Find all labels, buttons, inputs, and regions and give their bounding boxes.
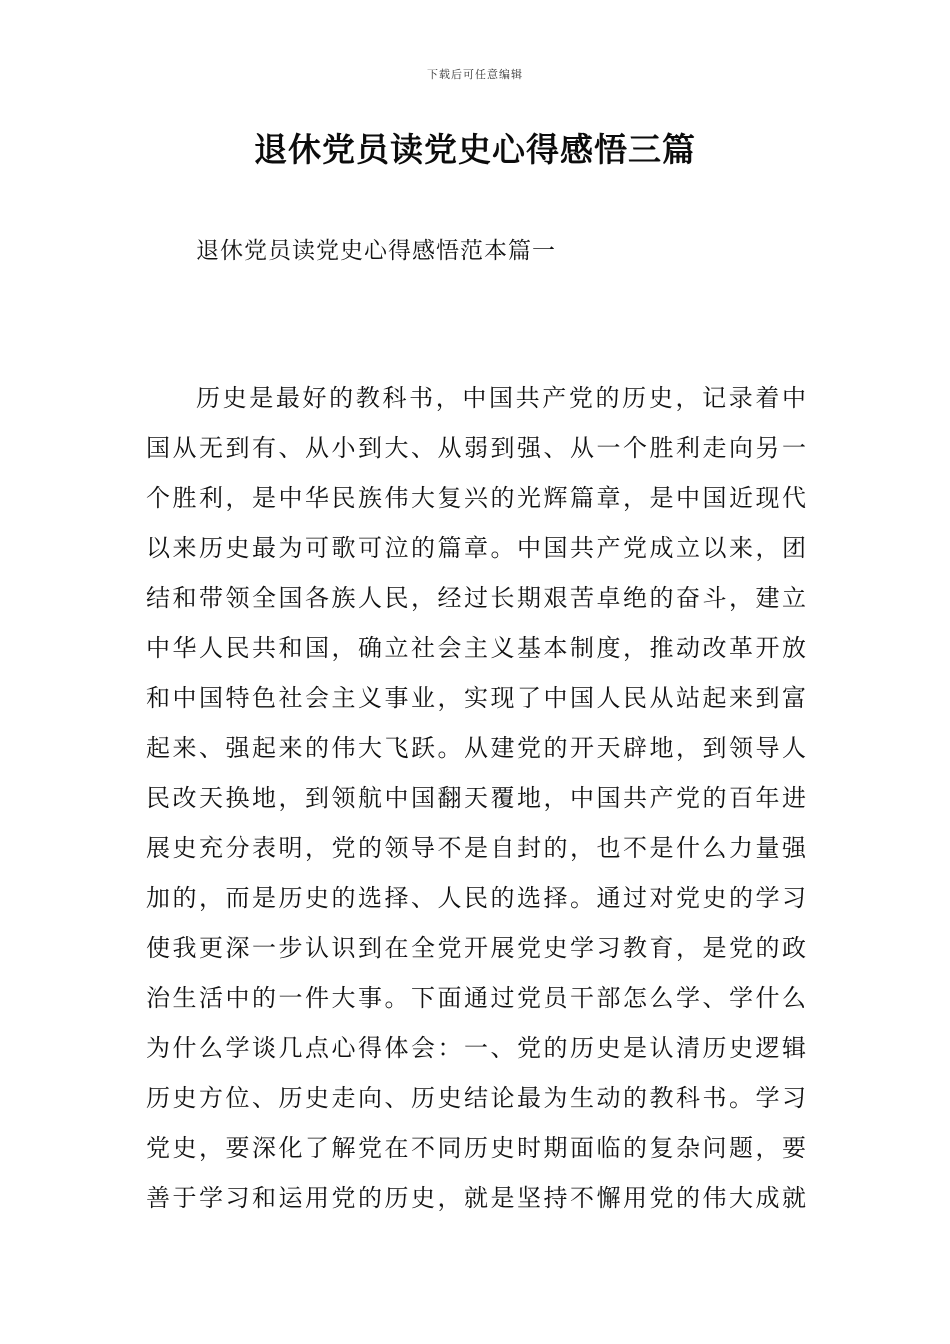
paragraph-line: 历史方位、历史走向、历史结论最为生动的教科书。学习	[146, 1084, 806, 1112]
paragraph-line: 加的，而是历史的选择、人民的选择。通过对党史的学习	[146, 884, 806, 912]
paragraph-line: 结和带领全国各族人民，经过长期艰苦卓绝的奋斗，建立	[146, 584, 806, 612]
paragraph-line: 起来、强起来的伟大飞跃。从建党的开天辟地，到领导人	[146, 734, 806, 762]
paragraph-line: 历史是最好的教科书，中国共产党的历史，记录着中	[196, 384, 806, 412]
section-subtitle: 退休党员读党史心得感悟范本篇一	[196, 238, 556, 264]
paragraph-line: 和中国特色社会主义事业，实现了中国人民从站起来到富	[146, 684, 806, 712]
body-paragraph	[146, 378, 806, 1228]
paragraph-line: 使我更深一步认识到在全党开展党史学习教育，是党的政	[146, 934, 806, 962]
header-note: 下载后可任意编辑	[427, 68, 523, 81]
paragraph-line: 民改天换地，到领航中国翻天覆地，中国共产党的百年进	[146, 784, 806, 812]
document-title: 退休党员读党史心得感悟三篇	[254, 130, 696, 169]
paragraph-line: 善于学习和运用党的历史，就是坚持不懈用党的伟大成就	[146, 1184, 806, 1212]
paragraph-line: 治生活中的一件大事。下面通过党员干部怎么学、学什么	[146, 984, 806, 1012]
paragraph-line: 国从无到有、从小到大、从弱到强、从一个胜利走向另一	[146, 434, 806, 462]
paragraph-line: 个胜利，是中华民族伟大复兴的光辉篇章，是中国近现代	[146, 484, 806, 512]
paragraph-line: 中华人民共和国，确立社会主义基本制度，推动改革开放	[146, 634, 806, 662]
paragraph-line: 为什么学谈几点心得体会：一、党的历史是认清历史逻辑	[146, 1034, 806, 1062]
paragraph-line: 党史，要深化了解党在不同历史时期面临的复杂问题，要	[146, 1134, 806, 1162]
paragraph-line: 以来历史最为可歌可泣的篇章。中国共产党成立以来，团	[146, 534, 806, 562]
paragraph-line: 展史充分表明，党的领导不是自封的，也不是什么力量强	[146, 834, 806, 862]
